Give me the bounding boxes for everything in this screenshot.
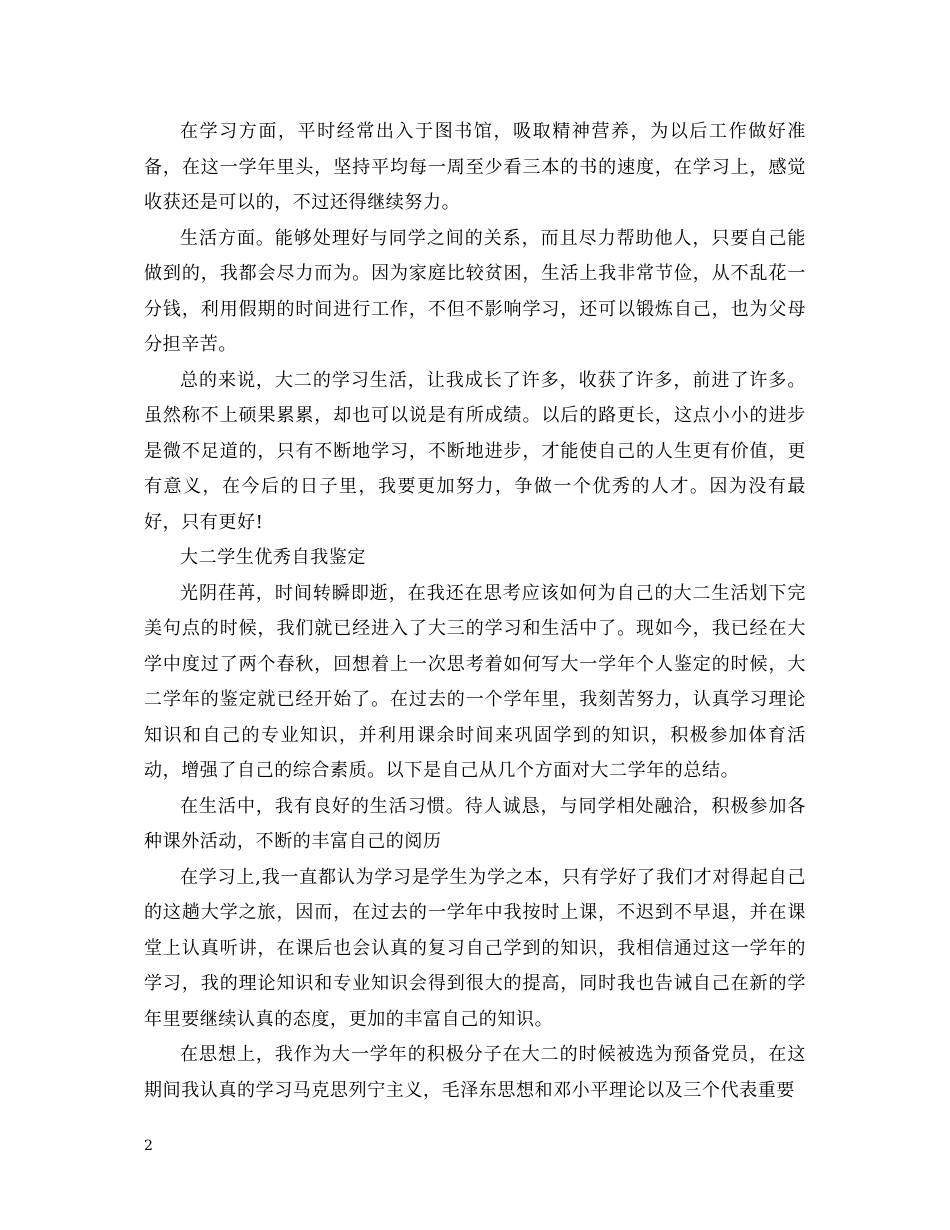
paragraph-learning: 在学习上,我一直都认为学习是学生为学之本，只有学好了我们才对得起自己的这趟大学之旅，因而，在过去的一学年中我按时上课，不迟到不早退，并在课堂上认真听讲，在课后也会认真的复习自己学到的知识，我相信通过这一学年的学习，我的理论知识和专业知识会得到很大的提高，同时我也告诫自己在新的学年里要继续认真的态度，更加的丰富自己的知识。: [144, 866, 806, 1030]
section-heading: 大二学生优秀自我鉴定: [180, 547, 366, 568]
paragraph-ideology: 在思想上，我作为大一学年的积极分子在大二的时候被选为预备党员，在这期间我认真的学习马克思列宁主义，毛泽东思想和邓小平理论以及三个代表重要: [144, 1044, 806, 1101]
body-text: [144, 114, 806, 1108]
paragraph-life-habits: 在生活中，我有良好的生活习惯。待人诚恳，与同学相处融洽，积极参加各种课外活动，不断的丰富自己的阅历: [144, 795, 806, 852]
paragraph-summary: 总的来说，大二的学习生活，让我成长了许多，收获了许多，前进了许多。虽然称不上硕果累累，却也可以说是有所成绩。以后的路更长，这点小小的进步是微不足道的，只有不断地学习，不断地进步，才能使自己的人生更有价值，更有意义，在今后的日子里，我要更加努力，争做一个优秀的人才。因为没有最好，只有更好!: [144, 369, 806, 533]
paragraph-intro: 光阴荏苒，时间转瞬即逝，在我还在思考应该如何为自己的大二生活划下完美句点的时候，我们就已经进入了大三的学习和生活中了。现如今，我已经在大学中度过了两个春秋，回想着上一次思考着如何写大一学年个人鉴定的时候，大二学年的鉴定就已经开始了。在过去的一个学年里，我刻苦努力，认真学习理论知识和自己的专业知识，并利用课余时间来巩固学到的知识，积极参加体育活动，增强了自己的综合素质。以下是自己从几个方面对大二学年的总结。: [144, 582, 806, 781]
paragraph-study: 在学习方面，平时经常出入于图书馆，吸取精神营养，为以后工作做好准备，在这一学年里头，坚持平均每一周至少看三本的书的速度，在学习上，感觉收获还是可以的，不过还得继续努力。: [144, 121, 806, 213]
page-number: 2: [144, 1138, 153, 1154]
paragraph-life: 生活方面。能够处理好与同学之间的关系，而且尽力帮助他人，只要自己能做到的，我都会尽力而为。因为家庭比较贫困，生活上我非常节俭，从不乱花一分钱，利用假期的时间进行工作，不但不影响学习，还可以锻炼自己，也为父母分担辛苦。: [144, 227, 806, 355]
